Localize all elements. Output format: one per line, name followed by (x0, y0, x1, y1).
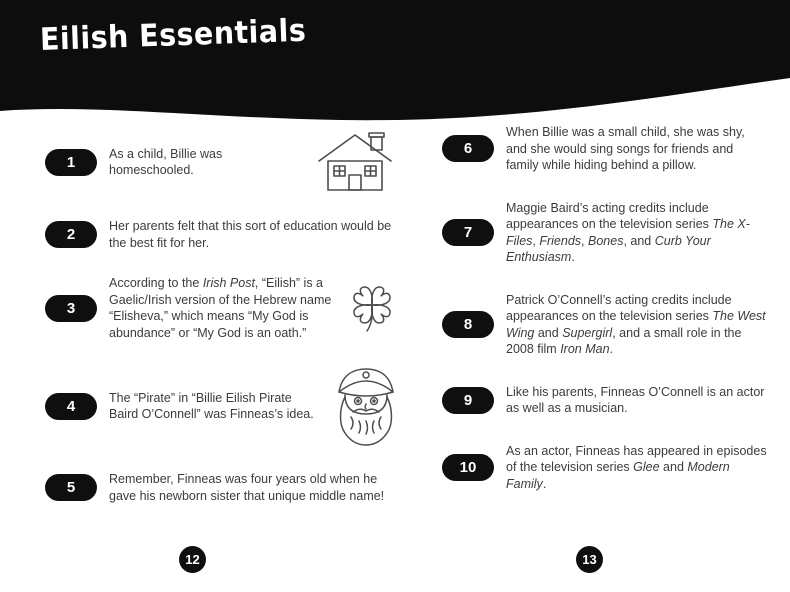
page-title: Eilish Essentials (39, 12, 307, 58)
fact-number-badge: 8 (442, 311, 494, 338)
fact-text: As a child, Billie was homeschooled. (109, 146, 223, 177)
fact-number-badge: 4 (45, 393, 97, 420)
fact-item-9 (442, 384, 768, 417)
fact-number-badge: 6 (442, 135, 494, 162)
fact-number-badge: 3 (45, 295, 97, 322)
fact-text: The “Pirate” in “Billie Eilish Pirate Baird O’Connell” was Finneas’s idea. (109, 390, 314, 421)
clover-icon (347, 281, 397, 335)
fact-item-2 (45, 218, 397, 251)
fact-item-8 (442, 292, 768, 358)
fact-item-4 (45, 365, 397, 447)
fact-text: Like his parents, Finneas O’Connell is an actor as well as a musician. (506, 384, 765, 415)
fact-item-1 (45, 130, 397, 194)
facts-column-right (442, 124, 768, 492)
pirate-icon (335, 365, 397, 447)
fact-number-badge: 10 (442, 454, 494, 481)
fact-number-badge: 2 (45, 221, 97, 248)
fact-number-badge: 5 (45, 474, 97, 501)
fact-text: According to the Irish Post, “Eilish” is a Gaelic/Irish version of the Hebrew name “Elisheva,” which means “My God is abundance” or “My God is an oath.” (109, 276, 332, 340)
fact-item-10 (442, 443, 768, 493)
fact-item-3 (45, 275, 397, 341)
fact-item-7 (442, 200, 768, 266)
fact-number-badge: 7 (442, 219, 494, 246)
fact-item-5 (45, 471, 397, 504)
fact-text: Remember, Finneas was four years old when he gave his newborn sister that unique middle name! (109, 472, 385, 503)
fact-text: Maggie Baird’s acting credits include appearances on the television series The X-Files, Friends, Bones, and Curb Your Enthusiasm. (506, 200, 750, 264)
house-icon (313, 130, 397, 194)
fact-text: When Billie was a small child, she was shy, and she would sing songs for friends and family while hiding behind a pillow. (506, 125, 745, 172)
facts-column-left (45, 130, 397, 504)
fact-number-badge: 1 (45, 149, 97, 176)
page-number-right: 13 (576, 546, 603, 573)
header-band (0, 0, 790, 132)
fact-text: As an actor, Finneas has appeared in episodes of the television series Glee and Modern Family. (506, 443, 767, 491)
fact-number-badge: 9 (442, 387, 494, 414)
page-number-left: 12 (179, 546, 206, 573)
fact-item-6 (442, 124, 768, 174)
fact-text: Her parents felt that this sort of education would be the best fit for her. (109, 219, 392, 250)
fact-text: Patrick O’Connell’s acting credits include appearances on the television series The West Wing and Supergirl, and a small role in the 2008 film Iron Man. (506, 292, 766, 356)
